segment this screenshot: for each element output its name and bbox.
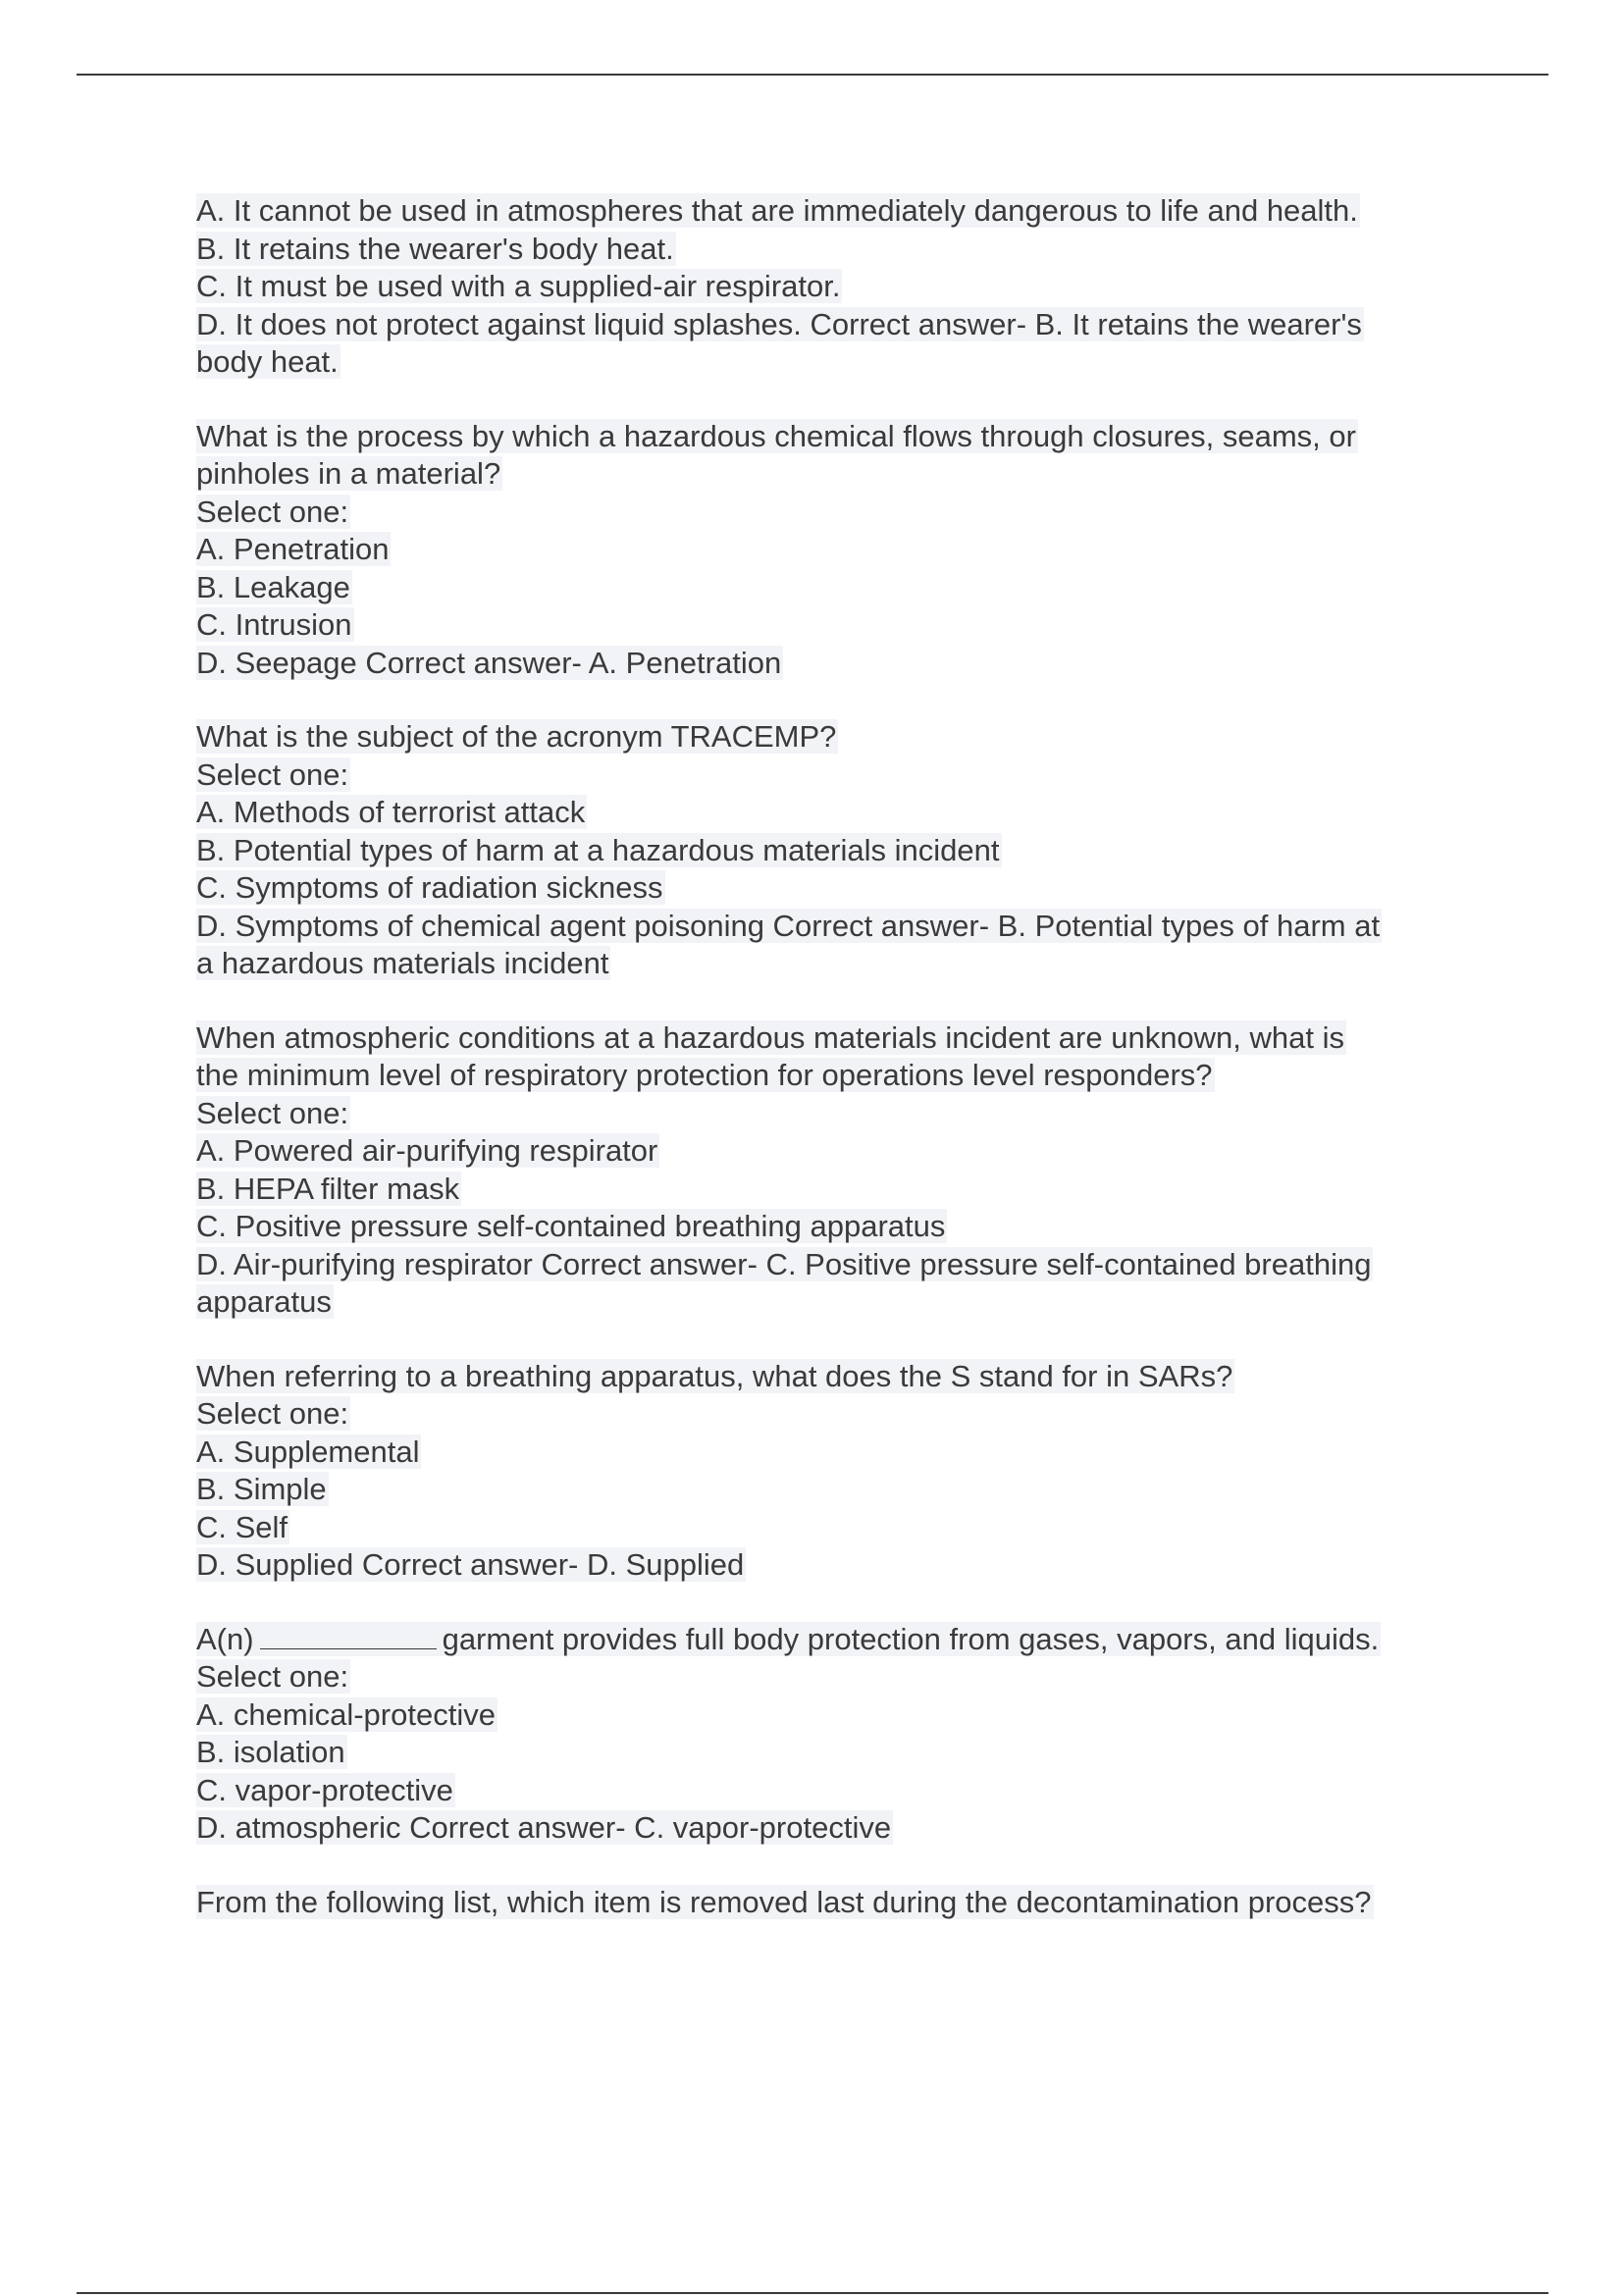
- answer-option: A. Methods of terrorist attack: [196, 795, 586, 829]
- answer-option: a hazardous materials incident: [196, 946, 609, 980]
- question-block-6: [196, 1621, 1482, 1848]
- question-block-7: [196, 1884, 1482, 1922]
- question-block-1: [196, 192, 1482, 382]
- text-line: D. It does not protect against liquid splashes. Correct answer- B. It retains the wearer's: [196, 306, 1362, 341]
- answer-option: B. Simple: [196, 1472, 327, 1506]
- question-text: pinholes in a material?: [196, 456, 501, 491]
- question-text: the minimum level of respiratory protection for operations level responders?: [196, 1058, 1213, 1092]
- question-text: What is the subject of the acronym TRACEMP?: [196, 719, 837, 754]
- question-block-2: [196, 418, 1482, 683]
- answer-option: D. atmospheric Correct answer- C. vapor-protective: [196, 1810, 892, 1845]
- answer-option: D. Supplied Correct answer- D. Supplied: [196, 1547, 745, 1582]
- answer-option: C. Self: [196, 1509, 288, 1544]
- fill-in-blank: [260, 1627, 437, 1649]
- question-block-5: [196, 1358, 1482, 1585]
- text-line: C. It must be used with a supplied-air respirator.: [196, 269, 841, 303]
- answer-option: A. chemical-protective: [196, 1696, 496, 1732]
- answer-option: D. Symptoms of chemical agent poisoning Correct answer- B. Potential types of harm at: [196, 908, 1381, 943]
- answer-option: B. HEPA filter mask: [196, 1171, 460, 1206]
- text-line: B. It retains the wearer's body heat.: [196, 231, 674, 266]
- question-text: [196, 1621, 1482, 1659]
- footer-rule: [77, 2292, 1548, 2294]
- question-text: When referring to a breathing apparatus, what does the S stand for in SARs?: [196, 1358, 1233, 1393]
- select-one-label: Select one:: [196, 1396, 349, 1431]
- answer-option: B. Potential types of harm at a hazardous materials incident: [196, 832, 1000, 867]
- question-text: From the following list, which item is removed last during the decontamination process?: [196, 1884, 1372, 1919]
- select-one-label: Select one:: [196, 1095, 349, 1130]
- answer-option: C. vapor-protective: [196, 1772, 453, 1807]
- header-rule: [77, 74, 1548, 76]
- answer-option: D. Seepage Correct answer- A. Penetration: [196, 645, 782, 680]
- answer-option: C. Intrusion: [196, 607, 352, 642]
- text-line: body heat.: [196, 344, 339, 379]
- answer-option: C. Symptoms of radiation sickness: [196, 870, 663, 905]
- select-one-label: Select one:: [196, 757, 349, 792]
- document-body: [196, 192, 1482, 1957]
- text-line: A. It cannot be used in atmospheres that are immediately dangerous to life and health.: [196, 193, 1358, 228]
- answer-option: B. isolation: [196, 1735, 345, 1769]
- question-text: What is the process by which a hazardous chemical flows through closures, seams, or: [196, 418, 1356, 453]
- answer-option: C. Positive pressure self-contained breathing apparatus: [196, 1209, 946, 1243]
- question-suffix: garment provides full body protection from gases, vapors, and liquids.: [442, 1621, 1380, 1656]
- select-one-label: Select one:: [196, 494, 349, 529]
- answer-option: apparatus: [196, 1284, 332, 1319]
- question-block-4: [196, 1019, 1482, 1322]
- select-one-label: Select one:: [196, 1659, 349, 1694]
- question-block-3: [196, 718, 1482, 983]
- question-text: When atmospheric conditions at a hazardous materials incident are unknown, what is: [196, 1019, 1345, 1055]
- answer-option: B. Leakage: [196, 569, 350, 604]
- answer-option: A. Penetration: [196, 532, 390, 566]
- answer-option: D. Air-purifying respirator Correct answer- C. Positive pressure self-contained breathing: [196, 1246, 1372, 1281]
- answer-option: A. Powered air-purifying respirator: [196, 1133, 658, 1168]
- question-prefix: A(n): [196, 1621, 254, 1656]
- answer-option: A. Supplemental: [196, 1434, 420, 1469]
